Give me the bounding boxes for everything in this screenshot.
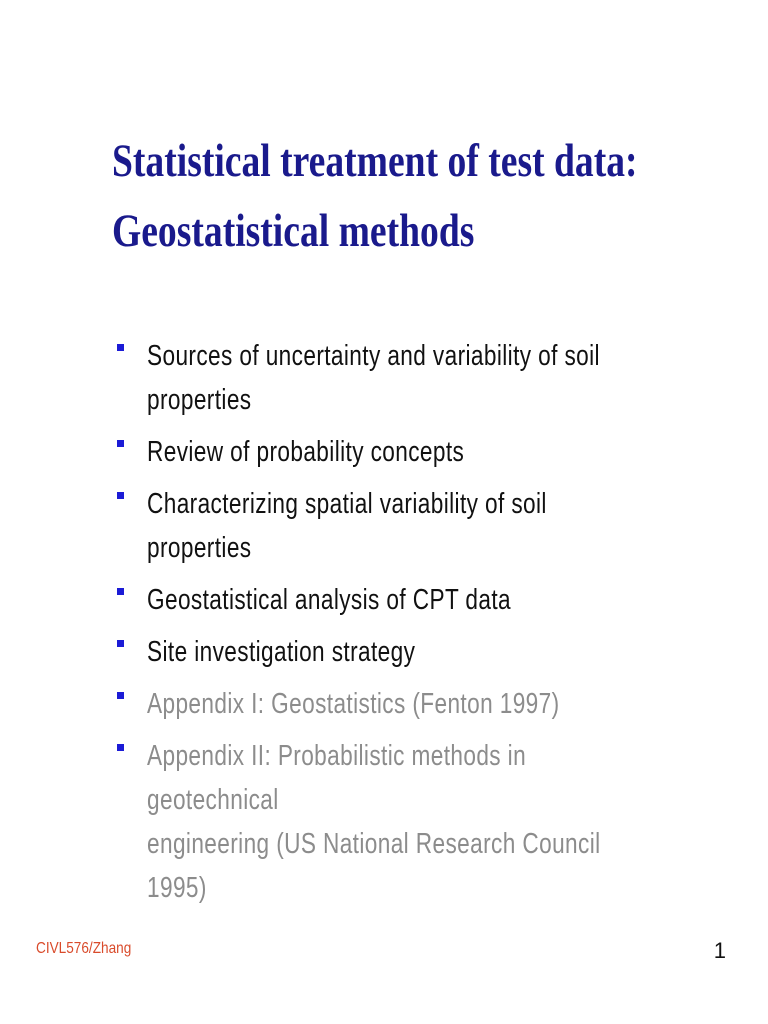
bullet-list bbox=[110, 334, 750, 918]
slide-title bbox=[112, 126, 638, 266]
list-item bbox=[110, 482, 750, 570]
bullet-line: Appendix II: Probabilistic methods in geotechnical bbox=[147, 740, 527, 816]
bullet-line: engineering (US National Research Council 1995) bbox=[147, 828, 601, 904]
square-bullet-icon bbox=[117, 344, 124, 351]
bullet-line: properties bbox=[147, 384, 252, 416]
footer-course-label: CIVL576/Zhang bbox=[36, 940, 132, 957]
page-number: 1 bbox=[713, 938, 726, 963]
title-line-1: Statistical treatment of test data: bbox=[112, 135, 638, 187]
bullet-text bbox=[147, 334, 617, 422]
bullet-text: Review of probability concepts bbox=[147, 436, 465, 468]
list-item bbox=[110, 334, 750, 422]
list-item bbox=[110, 682, 750, 726]
square-bullet-icon bbox=[117, 588, 124, 595]
square-bullet-icon bbox=[117, 492, 124, 499]
list-item bbox=[110, 630, 750, 674]
bullet-text: Appendix I: Geostatistics (Fenton 1997) bbox=[147, 688, 560, 720]
list-item bbox=[110, 734, 750, 910]
bullet-line: Sources of uncertainty and variability of soil bbox=[147, 340, 600, 372]
square-bullet-icon bbox=[117, 692, 124, 699]
square-bullet-icon bbox=[117, 744, 124, 751]
bullet-text: Geostatistical analysis of CPT data bbox=[147, 584, 512, 616]
bullet-text: Site investigation strategy bbox=[147, 636, 416, 668]
square-bullet-icon bbox=[117, 440, 124, 447]
list-item bbox=[110, 430, 750, 474]
bullet-text: Characterizing spatial variability of soil properties bbox=[147, 488, 547, 564]
title-line-2: Geostatistical methods bbox=[112, 205, 475, 257]
square-bullet-icon bbox=[117, 640, 124, 647]
bullet-text bbox=[147, 734, 617, 910]
list-item bbox=[110, 578, 750, 622]
